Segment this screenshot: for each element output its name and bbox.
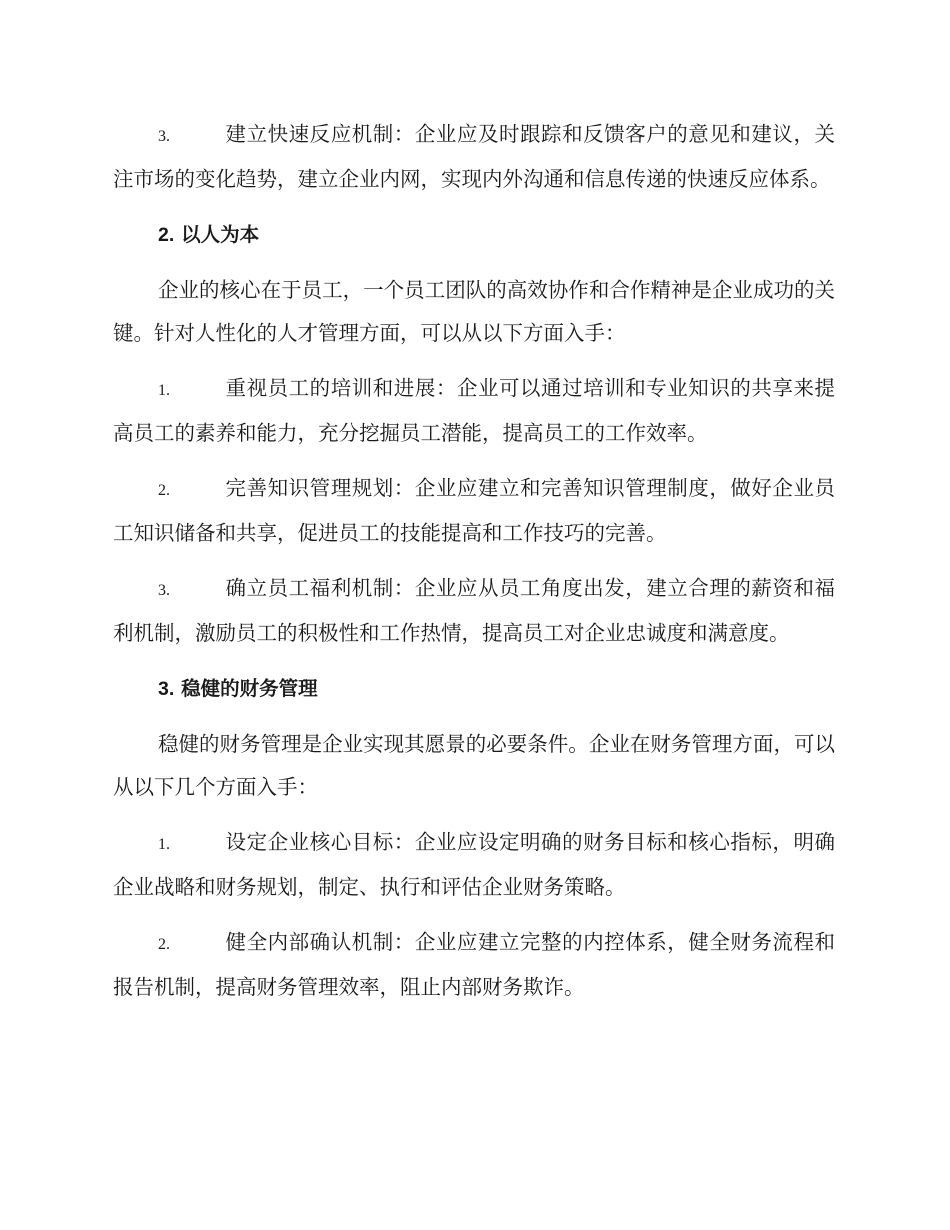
section-heading-3 <box>113 667 835 711</box>
list-item <box>113 921 835 1009</box>
list-number: 3. <box>158 128 170 145</box>
list-number: 1. <box>158 836 170 853</box>
list-number: 2. <box>158 936 170 953</box>
list-item-text: 完善知识管理规划：企业应建立和完善知识管理制度，做好企业员工知识储备和共享，促进员工的技能提高和工作技巧的完善。 <box>113 476 835 545</box>
body-paragraph: 企业的核心在于员工，一个员工团队的高效协作和合作精神是企业成功的关键。针对人性化的人才管理方面，可以从以下方面入手： <box>113 278 835 345</box>
heading-number: 2. <box>158 224 175 246</box>
list-item <box>113 467 835 555</box>
list-item <box>113 113 835 201</box>
heading-number: 3. <box>158 678 175 700</box>
heading-text: 以人为本 <box>181 223 260 246</box>
list-item-text: 重视员工的培训和进展：企业可以通过培训和专业知识的共享来提高员工的素养和能力，充分挖掘员工潜能，提高员工的工作效率。 <box>113 376 835 445</box>
list-number: 1. <box>158 382 170 399</box>
list-item-text: 确立员工福利机制：企业应从员工角度出发，建立合理的薪资和福利机制，激励员工的积极性和工作热情，提高员工对企业忠诚度和满意度。 <box>113 576 835 645</box>
list-item-text: 建立快速反应机制：企业应及时跟踪和反馈客户的意见和建议，关注市场的变化趋势，建立企业内网，实现内外沟通和信息传递的快速反应体系。 <box>113 122 835 191</box>
document-page <box>113 113 835 1021</box>
list-number: 3. <box>158 582 170 599</box>
list-item-text: 健全内部确认机制：企业应建立完整的内控体系，健全财务流程和报告机制，提高财务管理效率，阻止内部财务欺诈。 <box>113 930 835 999</box>
list-item <box>113 821 835 909</box>
list-item <box>113 567 835 655</box>
list-number: 2. <box>158 482 170 499</box>
body-paragraph: 稳健的财务管理是企业实现其愿景的必要条件。企业在财务管理方面，可以从以下几个方面入手： <box>113 732 835 799</box>
section-heading-2 <box>113 213 835 257</box>
list-item-text: 设定企业核心目标：企业应设定明确的财务目标和核心指标，明确企业战略和财务规划，制定、执行和评估企业财务策略。 <box>113 830 835 899</box>
list-item <box>113 367 835 455</box>
heading-text: 稳健的财务管理 <box>181 677 318 700</box>
